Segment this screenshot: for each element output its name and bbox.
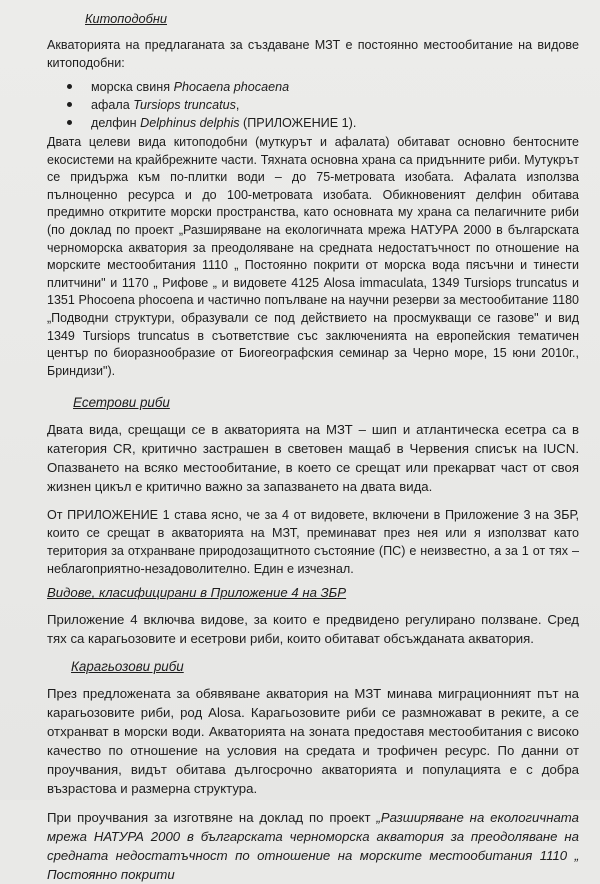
- sturgeons-paragraph-1: Двата вида, срещащи се в акваторията на МЗТ – шип и атлантическа есетра са в категория CR, критично застрашен в световен мащаб в Червения списък на IUCN. Опазването на всяко местообитание, в което се срещат или прекарват част от своя жизнен цикъл е критично важно за запазването на двата вида.: [47, 422, 579, 495]
- species-item: морска свиня Phocaena phocaena: [65, 78, 579, 96]
- shads-paragraph-1: През предложената за обявяване акватория на МЗТ минава миграционният път на карагьозовите риби, род Alosa. Карагьозовите риби се размножават в реките, а се отхранват в морски води. Акваторията на зоната предоставя местообитания с високо качество по отношение на условия на средата и трофичен ресурс. По данни от проучвания, видът обитава дългосрочно акваторията и популацията е с добра възрастова и размерна структура.: [47, 686, 579, 797]
- sturgeons-paragraph-2: От ПРИЛОЖЕНИЕ 1 става ясно, че за 4 от видовете, включени в Приложение 3 на ЗБР, които се срещат в акваторията на МЗТ, преминават през нея или я използват като територия за отхранване природозащитното състояние (ПС) е неизвестно, а за 1 от тях – неблагоприятно-незадоволително. Един е изчезнал.: [47, 508, 579, 577]
- shads-paragraph-2: При проучвания за изготвяне на доклад по проект „Разширяване на екологичната мрежа НАТУРА 2000 в българската черноморска акватория за преодоляване на средната недостатъчност по отношение на морските местообитания 1110 „ Постоянно покрити: [47, 810, 579, 883]
- cetacean-species-list: [47, 78, 579, 132]
- cetaceans-body: Двата целеви вида китоподобни (муткурът и афалата) обитават основно бентосните екосистеми на крайбрежните части. Тяхната основна храна са придънните риби. Мутукрът се придържа към по-плитки води – до 75-метровата изобата. Афалата използва пълноценно ресурса и до 100-метровата изобата. Обикновеният делфин обитава предимно откритите морски пространства, като основната му храна са пелагичните риби (по доклад по проект „Разширяване на екологичната мрежа НАТУРА 2000 в българската черноморска акватория за преодоляване на средната недостатъчност по отношение на морските местообитания 1110 „ Постоянно покрити от морска вода пясъчни и тинести плитчини" и 1170 „ Рифове „ и видовете 4125 Alosa immaculata, 1349 Tursiops truncatus и 1351 Phocoena phocoena и частично попълване на научни резерви за местообитание 1180 „Подводни структури, образували се под действието на просмукващи се газове" и вид 1349 Tursiops truncatus в съответствие със заключенията на европейския тематичен център по биоразнообразие от Биогеографския семинар за Черно море, 15 юни 2010г., Бриндизи").: [47, 135, 579, 378]
- heading-shads: Карагьозови риби: [71, 659, 184, 675]
- cetaceans-intro: Акваторията на предлаганата за създаване МЗТ е постоянно местообитание на видове китоподобни:: [47, 38, 579, 70]
- species-item: делфин Delphinus delphis (ПРИЛОЖЕНИЕ 1).: [65, 114, 579, 132]
- heading-annex4: Видове, класифицирани в Приложение 4 на ЗБР: [47, 585, 347, 601]
- species-item: афала Tursiops truncatus,: [65, 96, 579, 114]
- document-content: [47, 10, 579, 884]
- heading-cetaceans: Китоподобни: [85, 11, 167, 26]
- annex4-paragraph: Приложение 4 включва видове, за които е предвидено регулирано ползване. Сред тях са карагьозовите и есетрови риби, които обитават обсъжданата акватория.: [47, 612, 579, 647]
- heading-sturgeons: Есетрови риби: [73, 395, 170, 411]
